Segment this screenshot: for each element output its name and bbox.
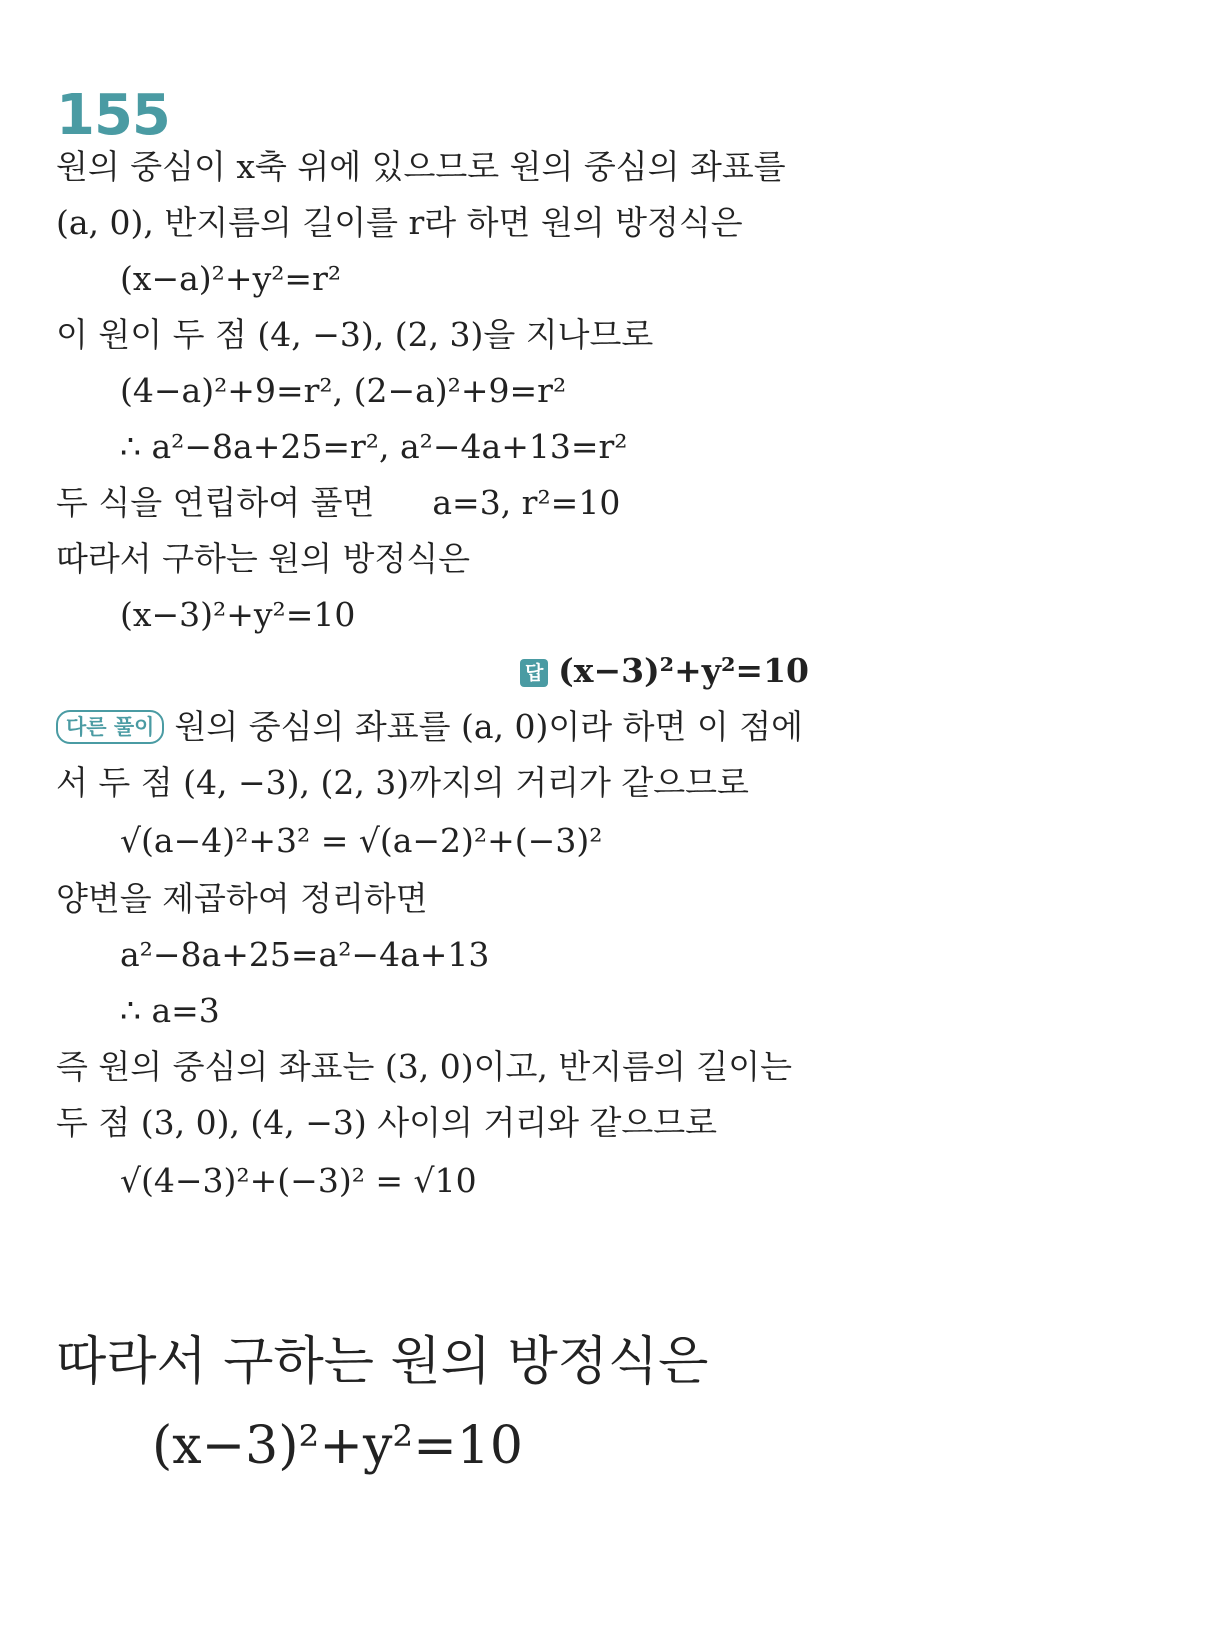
solution-text: 두 식을 연립하여 풀면: [56, 483, 375, 522]
problem-number: 155: [56, 83, 170, 148]
solution-line: (a, 0), 반지름의 길이를 r라 하면 원의 방정식은: [56, 203, 743, 242]
alt-solution-badge: 다른 풀이: [56, 710, 164, 744]
answer-text: (x−3)²+y²=10: [558, 651, 809, 690]
solution-line: 따라서 구하는 원의 방정식은: [56, 539, 471, 578]
equation-line: √(4−3)²+(−3)² = √10: [120, 1161, 477, 1200]
equation-line: a²−8a+25=a²−4a+13: [120, 935, 490, 974]
equation-line: (x−3)²+y²=10: [120, 595, 356, 634]
enlarged-text: 따라서 구하는 원의 방정식은: [56, 1332, 709, 1392]
solution-line: [56, 482, 620, 524]
solution-line: 이 원이 두 점 (4, −3), (2, 3)을 지나므로: [56, 315, 654, 354]
alt-solution-line: 두 점 (3, 0), (4, −3) 사이의 거리와 같으므로: [56, 1103, 718, 1142]
answer-line: [520, 650, 809, 692]
equation-line: (4−a)²+9=r², (2−a)²+9=r²: [120, 371, 567, 410]
equation-line: (x−a)²+y²=r²: [120, 259, 342, 298]
alt-solution-line: 서 두 점 (4, −3), (2, 3)까지의 거리가 같으므로: [56, 763, 749, 802]
alt-solution-text: 원의 중심의 좌표를 (a, 0)이라 하면 이 점에: [174, 707, 803, 746]
alt-solution-line: 양변을 제곱하여 정리하면: [56, 879, 428, 918]
equation-line: √(a−4)²+3² = √(a−2)²+(−3)²: [120, 821, 603, 860]
alt-solution-line: [56, 706, 803, 748]
equation-text: a=3, r²=10: [432, 483, 621, 522]
equation-line: ∴ a²−8a+25=r², a²−4a+13=r²: [120, 427, 628, 466]
answer-badge: 답: [520, 659, 548, 687]
alt-solution-line: 즉 원의 중심의 좌표는 (3, 0)이고, 반지름의 길이는: [56, 1047, 792, 1086]
enlarged-equation: (x−3)²+y²=10: [152, 1416, 523, 1476]
solution-line: 원의 중심이 x축 위에 있으므로 원의 중심의 좌표를: [56, 147, 786, 186]
equation-line: ∴ a=3: [120, 991, 220, 1030]
